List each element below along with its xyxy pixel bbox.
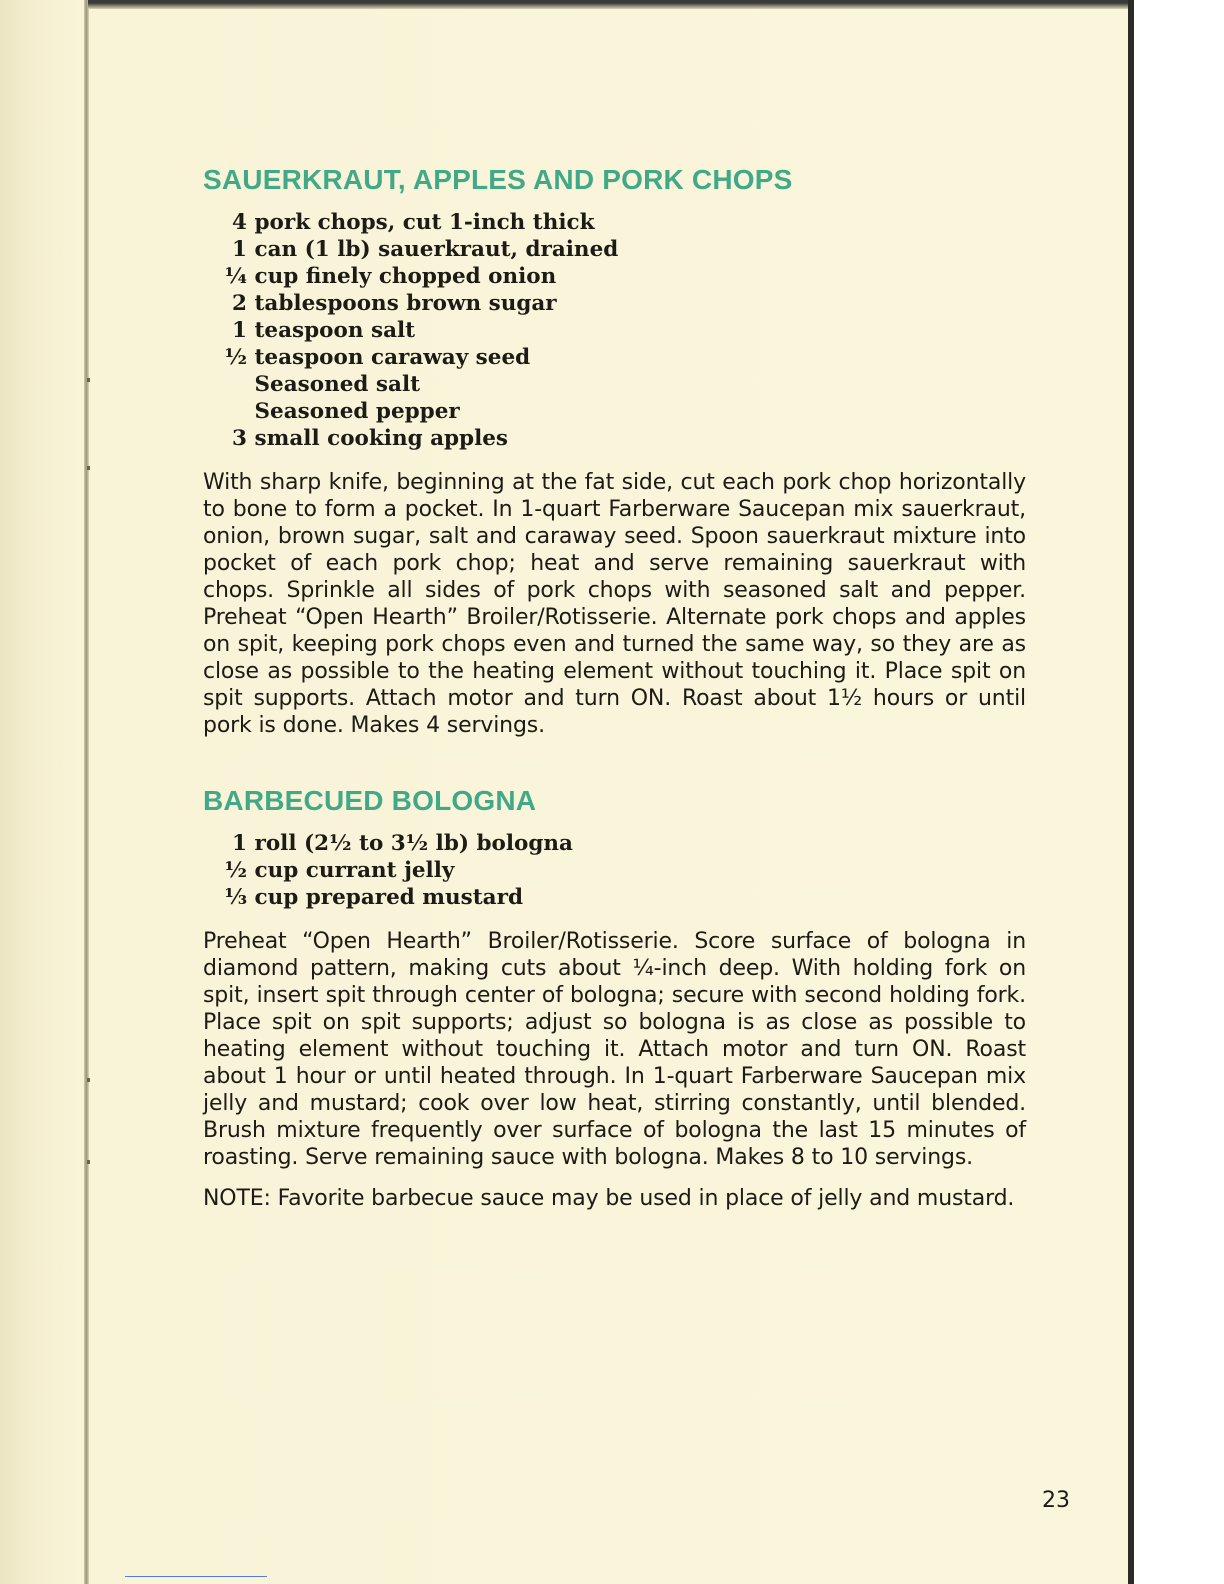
ingredient-qty: 1 xyxy=(232,237,247,262)
ingredient-text: teaspoon salt xyxy=(254,318,416,343)
ingredient-text: pork chops, cut 1-inch thick xyxy=(254,210,595,235)
ingredient-text: Seasoned salt xyxy=(254,372,421,397)
ingredient-item xyxy=(215,857,1026,884)
ingredient-qty: 1 xyxy=(232,318,247,343)
ingredient-text: Seasoned pepper xyxy=(254,399,460,424)
page-top-edge xyxy=(88,0,1132,9)
recipe-sauerkraut-pork-chops xyxy=(203,160,1026,739)
ingredient-item xyxy=(215,344,1026,371)
ingredient-item xyxy=(215,290,1026,317)
recipe-note: NOTE: Favorite barbecue sauce may be used in place of jelly and mustard. xyxy=(203,1186,1015,1211)
ingredient-qty xyxy=(215,371,247,398)
ingredient-item xyxy=(215,317,1026,344)
recipe-directions: With sharp knife, beginning at the fat side, cut each pork chop horizontally to bone to form a pocket. In 1-quart Farberware Saucepan mix sauerkraut, onion, brown sugar, salt and caraway seed. Spoon sauerkraut mixture into pocket of each pork chop; heat and serve remaining sauerkraut with chops. Sprinkle all sides of pork chops with seasoned salt and pepper. Preheat “Open Hearth” Broiler/Rotisserie. Alternate pork chops and apples on spit, keeping pork chops even and turned the same way, so they are as close as possible to the heating element without touching it. Place spit on spit supports. Attach motor and turn ON. Roast about 1½ hours or until pork is done. Makes 4 servings. xyxy=(203,470,1026,738)
ingredient-qty: 1 xyxy=(232,831,247,856)
ingredient-qty: 2 xyxy=(232,291,247,316)
ingredient-text: can (1 lb) sauerkraut, drained xyxy=(254,237,619,262)
ingredient-qty: ⅓ xyxy=(224,885,247,910)
ingredient-qty: 3 xyxy=(232,426,247,451)
ingredient-text: cup currant jelly xyxy=(254,858,455,883)
recipe-title: BARBECUED BOLOGNA xyxy=(203,785,537,816)
ingredient-text: cup prepared mustard xyxy=(254,885,523,910)
book-gutter xyxy=(84,0,89,1584)
ingredient-qty: ½ xyxy=(224,345,247,370)
ingredient-qty: ½ xyxy=(224,858,247,883)
page-number: 23 xyxy=(1042,1488,1070,1513)
recipe-title: SAUERKRAUT, APPLES AND PORK CHOPS xyxy=(203,164,793,195)
ingredient-list xyxy=(215,830,1026,911)
recipe-barbecued-bologna xyxy=(203,781,1026,1212)
ingredient-item xyxy=(215,263,1026,290)
ingredient-qty: ¼ xyxy=(224,264,247,289)
ingredient-text: cup finely chopped onion xyxy=(254,264,557,289)
ingredient-qty xyxy=(215,398,247,425)
ingredient-text: teaspoon caraway seed xyxy=(254,345,531,370)
ingredient-item xyxy=(215,398,1026,425)
ingredient-qty: 4 xyxy=(232,210,247,235)
gutter-mark xyxy=(87,1160,90,1164)
recipe-directions: Preheat “Open Hearth” Broiler/Rotisserie. Score surface of bologna in diamond pattern, making cuts about ¼-inch deep. With holding fork on spit, insert spit through center of bologna; secure with second holding fork. Place spit on spit supports; adjust so bologna is as close as possible to heating element without touching it. Attach motor and turn ON. Roast about 1 hour or until heated through. In 1-quart Farberware Saucepan mix jelly and mustard; cook over low heat, stirring constantly, until blended. Brush mixture frequently over surface of bologna the last 15 minutes of roasting. Serve remaining sauce with bologna. Makes 8 to 10 servings. xyxy=(203,929,1026,1170)
ingredient-item xyxy=(215,425,1026,452)
ingredient-text: tablespoons brown sugar xyxy=(254,291,557,316)
ingredient-item xyxy=(215,884,1026,911)
ingredient-item xyxy=(215,830,1026,857)
gutter-mark xyxy=(87,378,90,382)
gutter-mark xyxy=(87,1078,90,1082)
scan-artifact-line xyxy=(125,1576,267,1577)
gutter-mark xyxy=(87,466,90,470)
page-content xyxy=(203,160,1026,1212)
ingredient-item xyxy=(215,209,1026,236)
ingredient-text: small cooking apples xyxy=(254,426,509,451)
ingredient-text: roll (2½ to 3½ lb) bologna xyxy=(254,831,573,856)
ingredient-item xyxy=(215,371,1026,398)
ingredient-item xyxy=(215,236,1026,263)
ingredient-list xyxy=(215,209,1026,452)
page-right-edge xyxy=(1128,0,1134,1584)
